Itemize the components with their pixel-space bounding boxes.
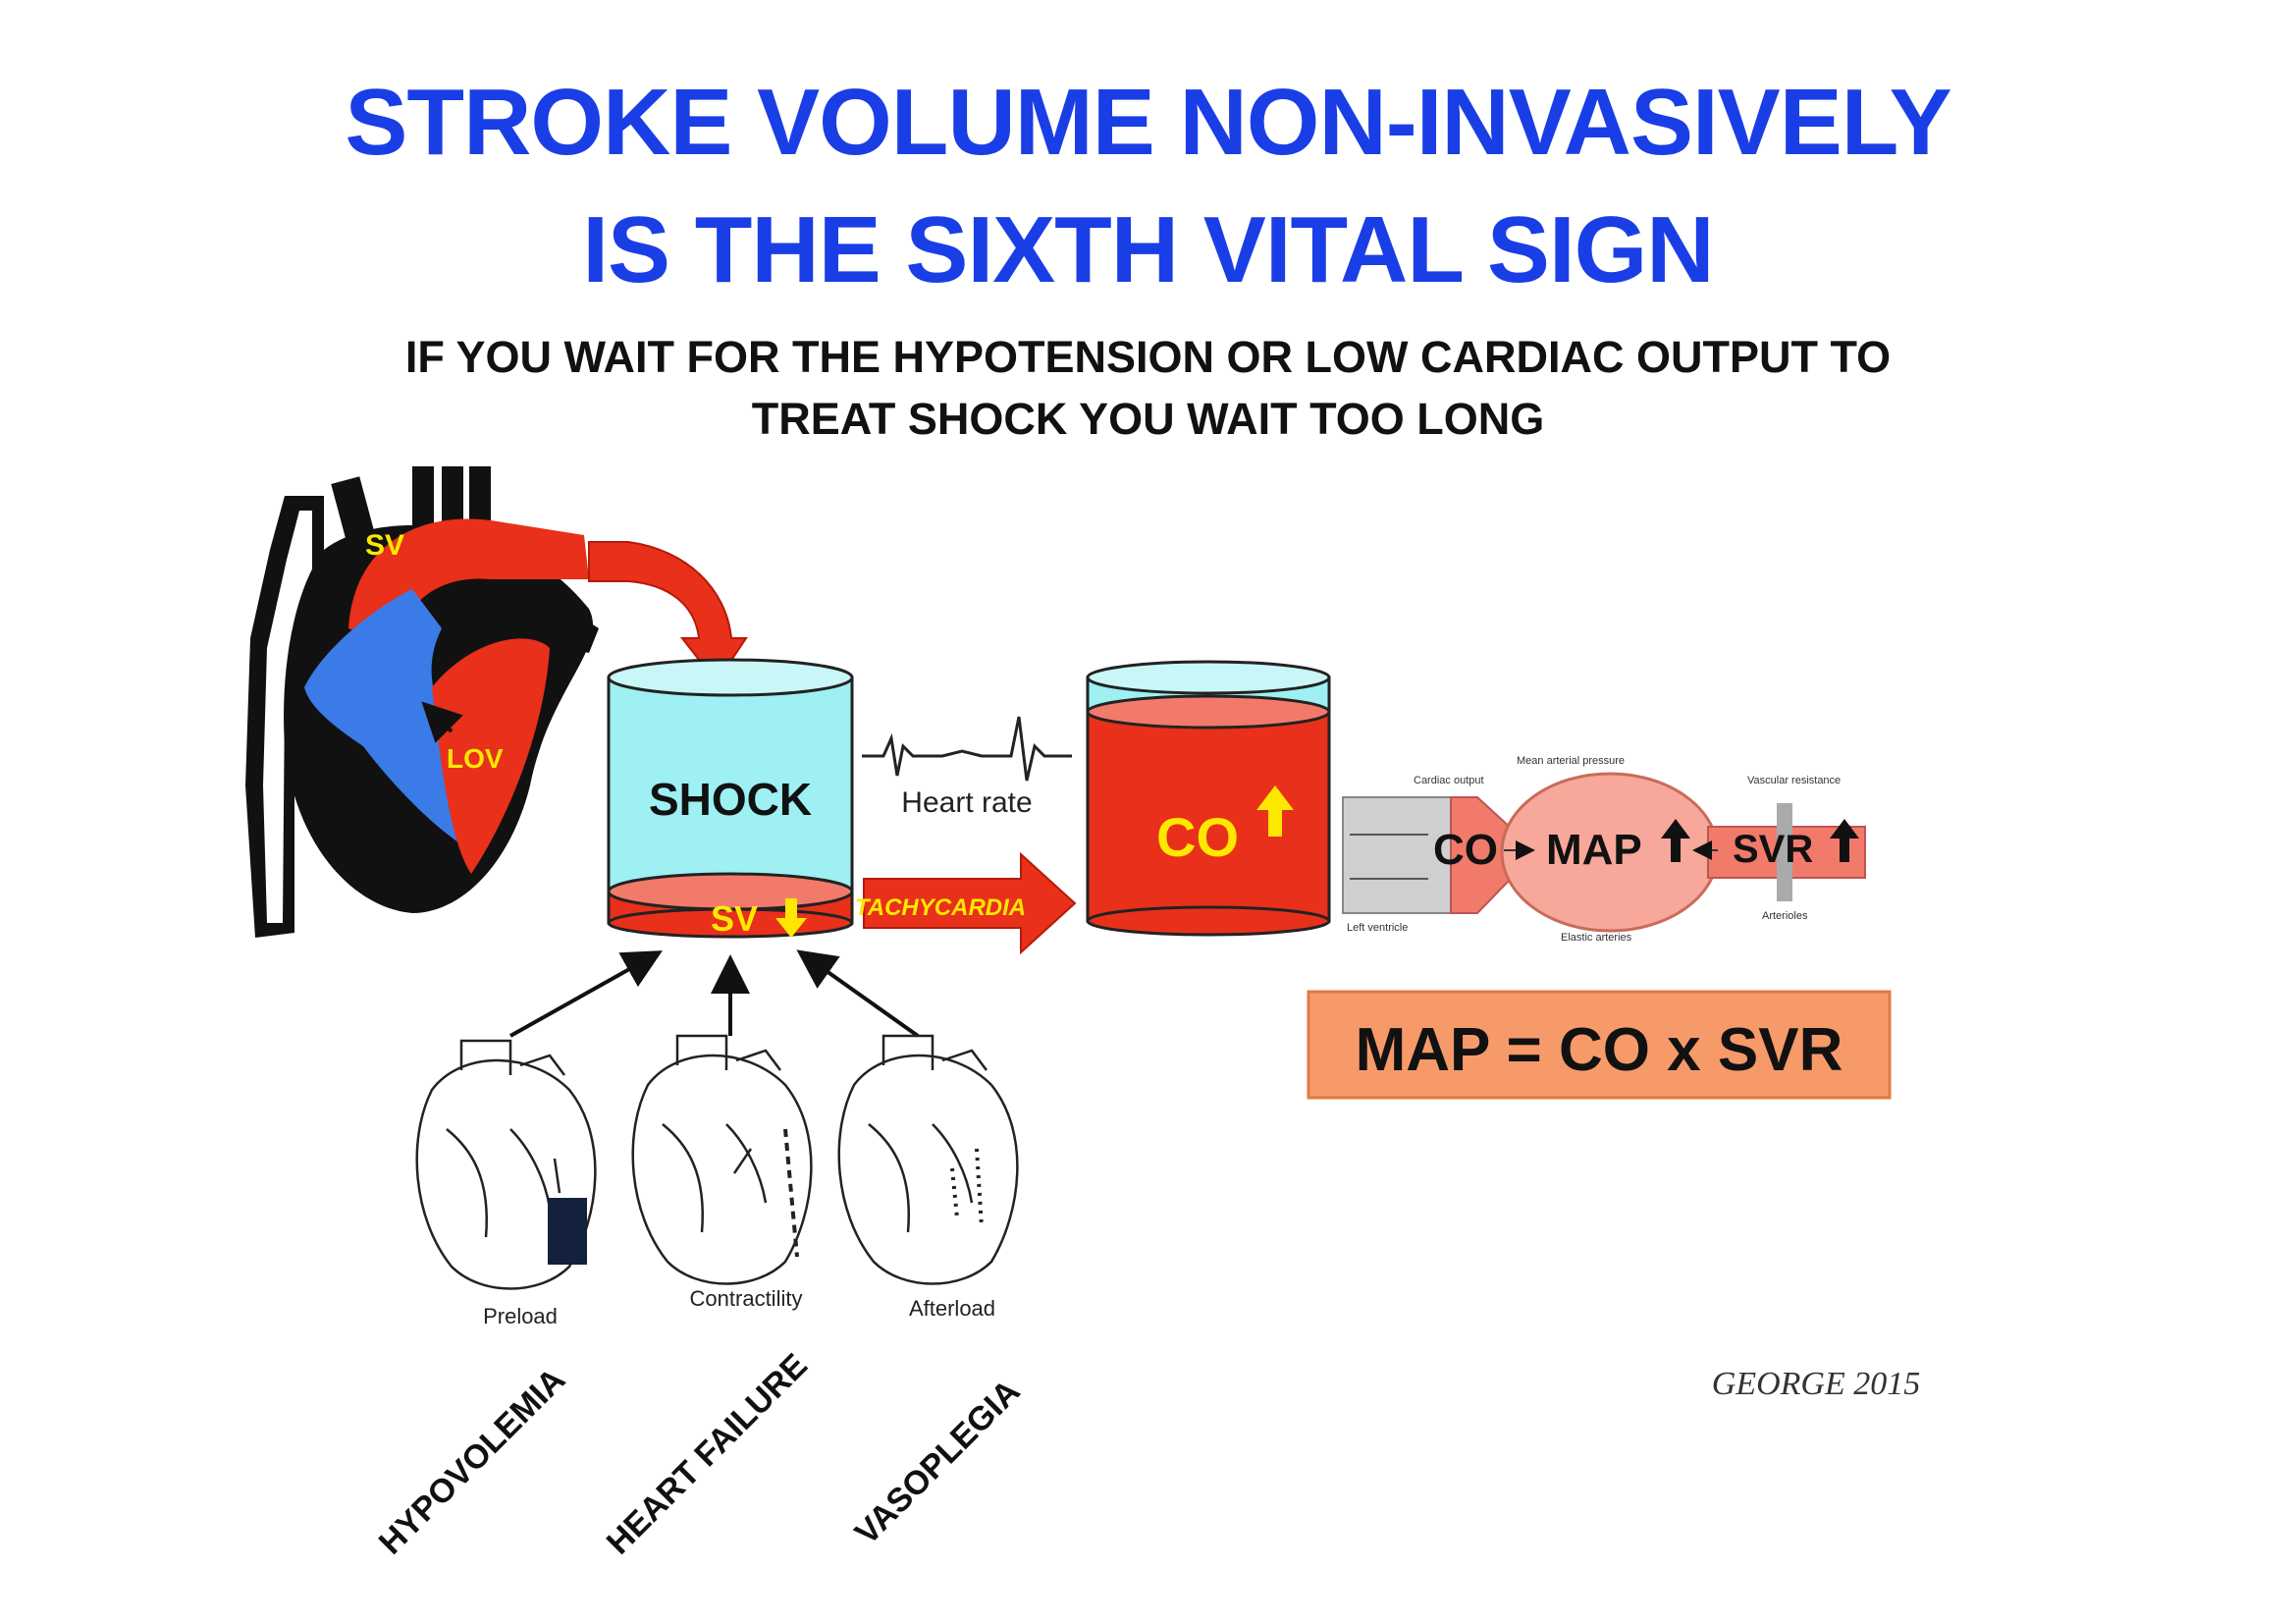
credit-text: GEORGE 2015 [1711,1366,1921,1402]
subtitle-line-2: TREAT SHOCK YOU WAIT TOO LONG [751,394,1545,444]
arterioles-caption: Arterioles [1762,910,1808,922]
heart-rate-label: Heart rate [901,786,1033,819]
afterload-arrow [803,954,918,1036]
circ-co-label: CO [1433,826,1498,874]
hypovolemia-label: HYPOVOLEMIA [371,1361,573,1562]
afterload-heart-sketch [839,1036,1018,1284]
heart-lov-label: LOV [447,743,504,774]
ecg-trace [862,717,1072,819]
preload-label: Preload [483,1304,558,1328]
co-tank-label: CO [1156,806,1239,868]
heart-illustration [245,466,599,938]
circ-svr-label: SVR [1733,828,1814,871]
shock-label: SHOCK [648,774,813,825]
tachycardia-arrow [855,854,1075,952]
left-ventricle-caption: Left ventricle [1347,922,1409,934]
preload-heart-sketch [417,1041,596,1289]
cardiac-output-caption: Cardiac output [1414,775,1484,786]
vasoplegia-label: VASOPLEGIA [847,1372,1028,1552]
subtitle-line-1: IF YOU WAIT FOR THE HYPOTENSION OR LOW CARDIAC OUTPUT TO [404,332,1892,382]
vascular-resistance-caption: Vascular resistance [1747,775,1842,786]
heart-sv-label: SV [365,529,405,562]
preload-arrow [510,954,656,1036]
title-line-2: IS THE SIXTH VITAL SIGN [582,197,1714,302]
heart-failure-label: HEART FAILURE [599,1346,815,1562]
elastic-arteries-caption: Elastic arteries [1561,932,1632,944]
title-line-1: STROKE VOLUME NON-INVASIVELY [345,70,1951,175]
circulation-schematic [1343,755,1865,944]
afterload-label: Afterload [908,1296,996,1321]
tachycardia-label: TACHYCARDIA [854,894,1027,921]
shock-sv-label: SV [710,898,759,939]
formula-text: MAP = CO x SVR [1355,1016,1843,1084]
mean-arterial-pressure-caption: Mean arterial pressure [1517,755,1626,767]
shock-tank [609,660,852,939]
circ-map-label: MAP [1546,826,1642,874]
formula-box [1308,992,1890,1098]
contractility-heart-sketch [633,1036,812,1284]
co-tank [1088,662,1329,935]
contractility-label: Contractility [689,1286,803,1311]
